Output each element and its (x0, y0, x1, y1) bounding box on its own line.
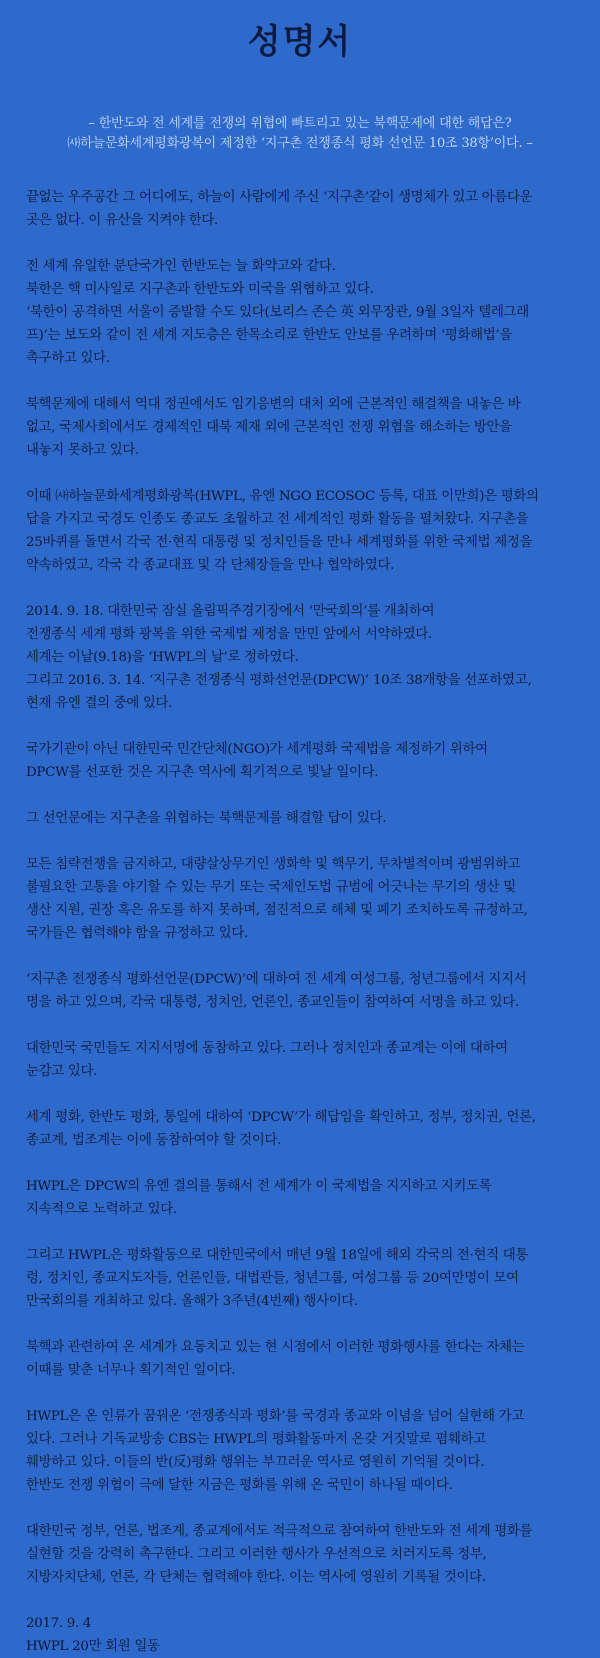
paragraph-line: 프)’는 보도와 같이 전 세계 지도층은 한목소리로 한반도 안보를 우려하며 ‘평화해법’을 (26, 328, 512, 343)
paragraph-line: 북한은 핵 미사일로 지구촌과 한반도와 미국을 위협하고 있다. (26, 282, 374, 297)
statement-paragraph (26, 1037, 574, 1083)
closing-signature: HWPL 20만 회원 일동 (26, 1639, 160, 1654)
paragraph-line: 명을 하고 있으며, 각국 대통령, 정치인, 언론인, 종교인들이 참여하여 서명을 하고 있다. (26, 995, 519, 1010)
subtitle-line: ㈔하늘문화세계평화광복이 제정한 ‘지구촌 전쟁종식 평화 선언문 10조 38항’이다. – (67, 136, 533, 151)
paragraph-line: 2014. 9. 18. 대한민국 잠실 올림픽주경기장에서 ‘만국회의’를 개최하여 (26, 604, 435, 619)
statement-paragraph (26, 600, 574, 715)
statement-paragraph (26, 485, 574, 577)
paragraph-line: 촉구하고 있다. (26, 351, 110, 366)
paragraph-line: 대한민국 정부, 언론, 법조계, 종교계에서도 적극적으로 참여하여 한반도와 전 세계 평화를 (26, 1524, 533, 1539)
statement-paragraph (26, 1405, 574, 1497)
closing-date: 2017. 9. 4 (26, 1616, 92, 1631)
paragraph-line: ‘북한이 공격하면 서울이 증발할 수도 있다(보리스 존슨 英 외무장관, 9월 3일자 텔레그래 (26, 305, 529, 320)
paragraph-line: 령, 정치인, 종교지도자들, 언론인들, 대법관들, 청년그룹, 여성그룹 등 20여만명이 모여 (26, 1271, 519, 1286)
statement-paragraph (26, 1336, 574, 1382)
closing (26, 1612, 574, 1658)
paragraph-line: 25바퀴를 돌면서 각국 전·현직 대통령 및 정치인들을 만나 세계평화를 위한 국제법 제정을 (26, 535, 533, 550)
paragraph-line: 이때를 맞춘 너무나 획기적인 일이다. (26, 1363, 236, 1378)
paragraph-line: DPCW를 선포한 것은 지구촌 역사에 획기적으로 빛날 일이다. (26, 765, 379, 780)
statement-paragraph (26, 186, 574, 232)
paragraph-line: 세계 평화, 한반도 평화, 통일에 대하여 ‘DPCW’가 해답임을 확인하고, 정부, 정치권, 언론, (26, 1110, 536, 1125)
paragraph-line: 세계는 이날(9.18)을 ‘HWPL의 날’로 정하였다. (26, 650, 299, 665)
statement-paragraph (26, 853, 574, 945)
paragraph-line: 만국회의를 개최하고 있다. 올해가 3주년(4번째) 행사이다. (26, 1294, 358, 1309)
paragraph-line: 한반도 전쟁 위협이 극에 달한 지금은 평화를 위해 온 국민이 하나될 때이다. (26, 1478, 453, 1493)
paragraph-line: 답을 가지고 국경도 인종도 종교도 초월하고 전 세계적인 평화 활동을 펼쳐왔다. 지구촌을 (26, 512, 529, 527)
paragraph-line: 생산 지원, 권장 혹은 유도를 하지 못하며, 점진적으로 해체 및 폐기 조치하도록 규정하고, (26, 903, 528, 918)
statement-paragraph (26, 393, 574, 462)
paragraph-line: 전 세계 유일한 분단국가인 한반도는 늘 화약고와 같다. (26, 259, 336, 274)
paragraph-line: 이때 ㈔하늘문화세계평화광복(HWPL, 유엔 NGO ECOSOC 등록, 대표 이만희)은 평화의 (26, 489, 539, 504)
paragraph-line: 모든 침략전쟁을 금지하고, 대량살상무기인 생화학 및 핵무기, 무차별적이며 광범위하고 (26, 857, 521, 872)
statement-paragraph (26, 255, 574, 370)
paragraph-line: 그 선언문에는 지구촌을 위협하는 북핵문제를 해결할 답이 있다. (26, 811, 387, 826)
paragraph-line: 북핵문제에 대해서 역대 정권에서도 임기응변의 대처 외에 근본적인 해결책을 내놓은 바 (26, 397, 521, 412)
page-title: 성명서 (247, 22, 353, 62)
paragraph-line: 그리고 HWPL은 평화활동으로 대한민국에서 매년 9월 18일에 해외 각국의 전·현직 대통 (26, 1248, 529, 1263)
paragraph-line: 불필요한 고통을 야기할 수 있는 무기 또는 국제인도법 규범에 어긋나는 무기의 생산 및 (26, 880, 516, 895)
paragraph-line: 종교계, 법조계는 이에 동참하여야 할 것이다. (26, 1133, 282, 1148)
statement-paragraph (26, 1520, 574, 1589)
paragraph-line: 눈감고 있다. (26, 1064, 98, 1079)
paragraph-line: 없고, 국제사회에서도 경제적인 대북 제재 외에 근본적인 전쟁 위협을 해소하는 방안을 (26, 420, 512, 435)
subtitle (26, 114, 574, 154)
paragraph-line: 북핵과 관련하여 온 세계가 요동치고 있는 현 시점에서 이러한 평화행사를 한다는 자체는 (26, 1340, 525, 1355)
paragraph-line: ‘지구촌 전쟁종식 평화선언문(DPCW)’에 대하여 전 세계 여성그룹, 청년그룹에서 지지서 (26, 972, 527, 987)
paragraph-line: 국가기관이 아닌 대한민국 민간단체(NGO)가 세계평화 국제법을 제정하기 위하여 (26, 742, 488, 757)
paragraph-line: 약속하였고, 각국 각 종교대표 및 각 단체장들을 만나 협약하였다. (26, 558, 395, 573)
paragraph-line: 실현할 것을 강력히 촉구한다. 그리고 이러한 행사가 우선적으로 치러지도록 정부, (26, 1547, 487, 1562)
paragraph-line: HWPL은 DPCW의 유엔 결의를 통해서 전 세계가 이 국제법을 지지하고 지키도록 (26, 1179, 492, 1194)
paragraph-line: HWPL은 온 인류가 꿈꿔온 ‘전쟁종식과 평화’를 국경과 종교와 이념을 넘어 실현해 가고 (26, 1409, 524, 1424)
paragraph-line: 그리고 2016. 3. 14. ‘지구촌 전쟁종식 평화선언문(DPCW)’ 10조 38개항을 선포하였고, (26, 673, 532, 688)
paragraph-line: 전쟁종식 세계 평화 광복을 위한 국제법 제정을 만민 앞에서 서약하였다. (26, 627, 432, 642)
subtitle-line: – 한반도와 전 세계를 전쟁의 위협에 빠트리고 있는 북핵문제에 대한 해답은? (88, 116, 512, 131)
paragraph-line: 국가들은 협력해야 함을 규정하고 있다. (26, 926, 248, 941)
paragraph-line: 곳은 없다. 이 유산을 지켜야 한다. (26, 213, 218, 228)
statement-paragraph (26, 1175, 574, 1221)
paragraph-line: 끝없는 우주공간 그 어디에도, 하늘이 사람에게 주신 ‘지구촌’같이 생명체가 있고 아름다운 (26, 190, 533, 205)
statement-paragraph (26, 1244, 574, 1313)
statement-paragraph (26, 807, 574, 830)
paragraph-line: 훼방하고 있다. 이들의 반(反)평화 행위는 부끄러운 역사로 영원히 기억될 것이다. (26, 1455, 485, 1470)
statement-body (26, 186, 574, 1589)
statement-paragraph (26, 968, 574, 1014)
paragraph-line: 대한민국 국민들도 지지서명에 동참하고 있다. 그러나 정치인과 종교계는 이에 대하여 (26, 1041, 508, 1056)
paragraph-line: 지방자치단체, 언론, 각 단체는 협력해야 한다. 이는 역사에 영원히 기록될 것이다. (26, 1570, 486, 1585)
statement-paragraph (26, 738, 574, 784)
paragraph-line: 있다. 그러나 기독교방송 CBS는 HWPL의 평화활동마저 온갖 거짓말로 폄훼하고 (26, 1432, 486, 1447)
paragraph-line: 내놓지 못하고 있다. (26, 443, 139, 458)
paragraph-line: 현재 유엔 결의 중에 있다. (26, 696, 173, 711)
statement-paragraph (26, 1106, 574, 1152)
paragraph-line: 지속적으로 노력하고 있다. (26, 1202, 177, 1217)
